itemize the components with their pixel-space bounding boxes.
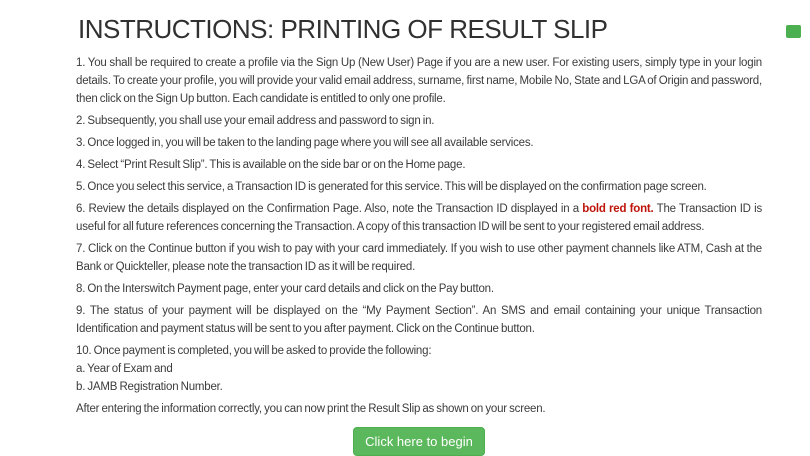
step-10-item-b: b. JAMB Registration Number. xyxy=(76,381,223,393)
closing-note: After entering the information correctly, you can now print the Result Slip as shown on your screen. xyxy=(76,403,546,415)
page-title: INSTRUCTIONS: PRINTING OF RESULT SLIP xyxy=(78,14,608,44)
step-6-text-before: 6. Review the details displayed on the Confirmation Page. Also, note the Transaction ID displayed in a xyxy=(76,203,583,215)
instruction-step-2: 2. Subsequently, you shall use your email address and password to sign in. xyxy=(76,115,435,127)
step-10-intro: 10. Once payment is completed, you will be asked to provide the following: xyxy=(76,345,432,357)
instruction-step-5: 5. Once you select this service, a Transaction ID is generated for this service. This will be displayed on the confirmation page screen. xyxy=(76,181,707,193)
instruction-step-3: 3. Once logged in, you will be taken to the landing page where you will see all available services. xyxy=(76,137,534,149)
step-10-item-a: a. Year of Exam and xyxy=(76,363,173,375)
instruction-step-6 xyxy=(76,200,762,236)
instruction-step-8: 8. On the Interswitch Payment page, enter your card details and click on the Pay button. xyxy=(76,283,494,295)
instruction-step-1: 1. You shall be required to create a profile via the Sign Up (New User) Page if you are a new user. For existing users, simply type in your login details. To create your profile, you will provide your valid email address, surname, first name, Mobile No, State and LGA of Origin and password, then click on the Sign Up button. Each candidate is entitled to only one profile. xyxy=(76,57,762,105)
instruction-step-4: 4. Select “Print Result Slip”. This is available on the side bar or on the Home page. xyxy=(76,159,466,171)
step-6-text-after: The Transaction ID is useful for all future references concerning the Transaction. A copy of this transaction ID will be sent to your registered email address. xyxy=(76,203,762,233)
begin-button[interactable]: Click here to begin xyxy=(353,427,485,456)
instruction-step-9: 9. The status of your payment will be displayed on the “My Payment Section”. An SMS and email containing your unique Transaction Identification and payment status will be sent to you after payment. Click on the Continue button. xyxy=(76,305,762,335)
instruction-step-10 xyxy=(76,342,762,396)
green-corner-marker xyxy=(786,25,801,38)
step-6-red-highlight: bold red font. xyxy=(582,203,654,215)
instruction-step-7: 7. Click on the Continue button if you wish to pay with your card immediately. If you wish to use other payment channels like ATM, Cash at the Bank or Quickteller, please note the transaction ID as it will be required. xyxy=(76,243,762,273)
